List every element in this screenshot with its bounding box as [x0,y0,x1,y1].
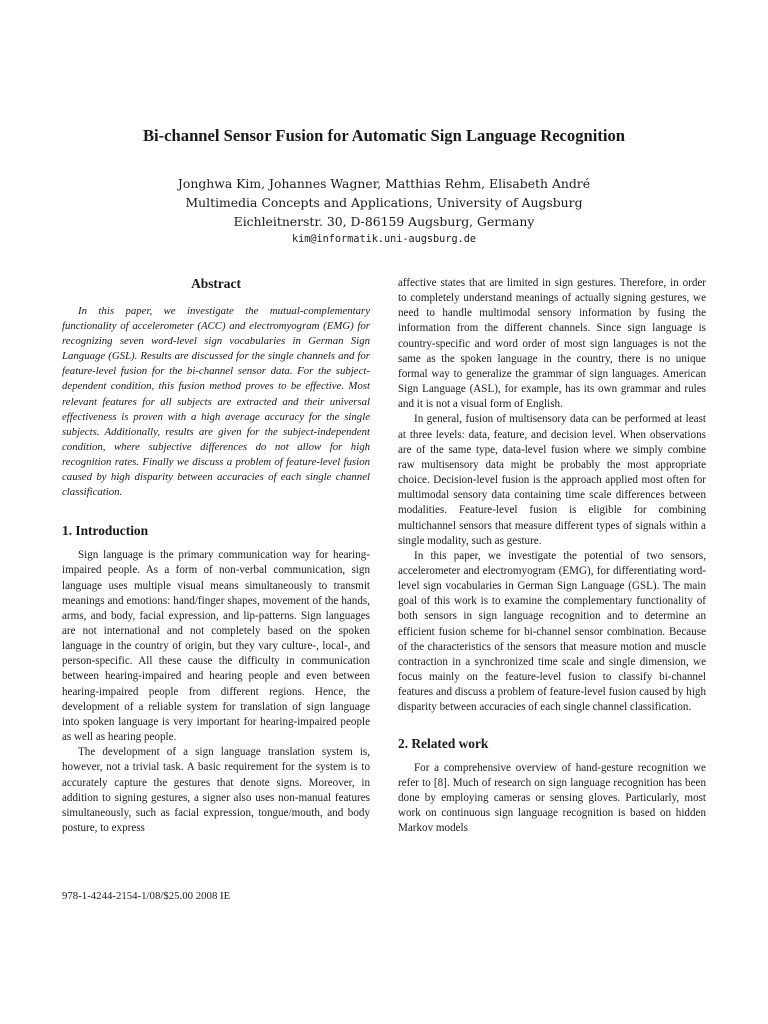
copyright-footer: 978-1-4244-2154-1/08/$25.00 2008 IE [62,890,231,902]
introduction-paragraph-5: In this paper, we investigate the potential of two sensors, accelerometer and electromyogram (EMG), for differentiating word-level sign vocabularies in German Sign Language (GSL). The main goal of this work is to examine the complementary functionality of both sensors in sign language recognition and to determine an efficient fusion scheme for bi-channel sensor combination. Because of the characteristics of the sensors that measure motion and muscle contraction in a synchronized time scale and single dimension, we focus mainly on the feature-level fusion to classify bi-channel features and discuss a problem of feature-level fusion caused by high disparity between accuracies of each single channel classification. [398,549,706,714]
introduction-paragraph-1: Sign language is the primary communication way for hearing-impaired people. As a form of non-verbal communication, sign language uses multiple visual means simultaneously to transmit meanings and emotions: hand/finger shapes, movement of the hands, arms, and body, facial expression, and lip-patterns. Sign languages are not international and not completely based on the spoken language in the country of origin, but they vary culture-, local-, and person-specific. All these cause the difficulty in communication between hearing-impaired and hearing people and even between hearing-impaired people from different regions. Hence, the development of a reliable system for translation of sign language into spoken language is very important for hearing-impaired people as well as hearing people. [62,549,370,744]
introduction-heading: 1. Introduction [62,523,149,539]
introduction-paragraph-4: In general, fusion of multisensory data can be performed at least at three levels: data, feature, and decision level. When observations are of the same type, data-level fusion where we simply combine raw multisensory data might be probably the most appropriate choice. Decision-level fusion is the approach applied most often for multimodal sensory data containing time scale differences between modalities. Feature-level fusion is eligible for combining multichannel sensors that measure different types of signals within a single modality, such as gesture. [398,413,706,547]
related-work-heading: 2. Related work [398,735,489,751]
author-block [0,174,768,248]
left-column [62,276,370,836]
author-names: Jonghwa Kim, Johannes Wagner, Matthias Rehm, Elisabeth André [177,176,591,191]
related-work-paragraph-1: For a comprehensive overview of hand-gesture recognition we refer to [8]. Much of research on sign language recognition has been done by employing cameras or sensing gloves. Particularly, most work on continuous sign language recognition is based on hidden Markov models [398,761,706,835]
paper-title: Bi-channel Sensor Fusion for Automatic Sign Language Recognition [142,126,626,145]
introduction-paragraph-2: The development of a sign language translation system is, however, not a trivial task. A basic requirement for the system is to accurately capture the gestures that denote signs. Moreover, in addition to signing gestures, a signer also uses non-manual features simultaneously, such as facial expression, tongue/mouth, and body posture, to express [62,746,370,835]
author-email[interactable]: kim@informatik.uni-augsburg.de [291,234,476,245]
abstract-heading: Abstract [191,276,241,291]
right-column [398,276,706,836]
author-address: Eichleitnerstr. 30, D-86159 Augsburg, Germany [233,214,535,229]
author-affiliation: Multimedia Concepts and Applications, University of Augsburg [185,195,583,210]
abstract-text: In this paper, we investigate the mutual-complementary functionality of accelerometer (ACC) and electromyogram (EMG) for recognizing seven word-level sign vocabularies in German Sign Language (GSL). Results are discussed for the single channels and for feature-level fusion for the bi-channel sensor data. For the subject-dependent condition, this fusion method proves to be effective. Most relevant features for all subjects are extracted and their universal effectiveness is proven with a high average accuracy for the single subjects. Additionally, results are given for the subject-independent condition, where subjective differences do not allow for high recognition rates. Finally we discuss a problem of feature-level fusion caused by high disparity between accuracies of each single channel classification. [62,305,370,499]
introduction-paragraph-3: affective states that are limited in sign gestures. Therefore, in order to completely understand meanings of actually signing gestures, we need to handle multimodal sensory information by fusing the information from the different channels. Since sign language is country-specific and word order of most sign languages is not the same as the spoken language in the country, there is no unique formal way to generalize the grammar of sign languages. American Sign Language (ASL), for example, has its own grammar and rules and it is not a visual form of English. [398,277,706,411]
